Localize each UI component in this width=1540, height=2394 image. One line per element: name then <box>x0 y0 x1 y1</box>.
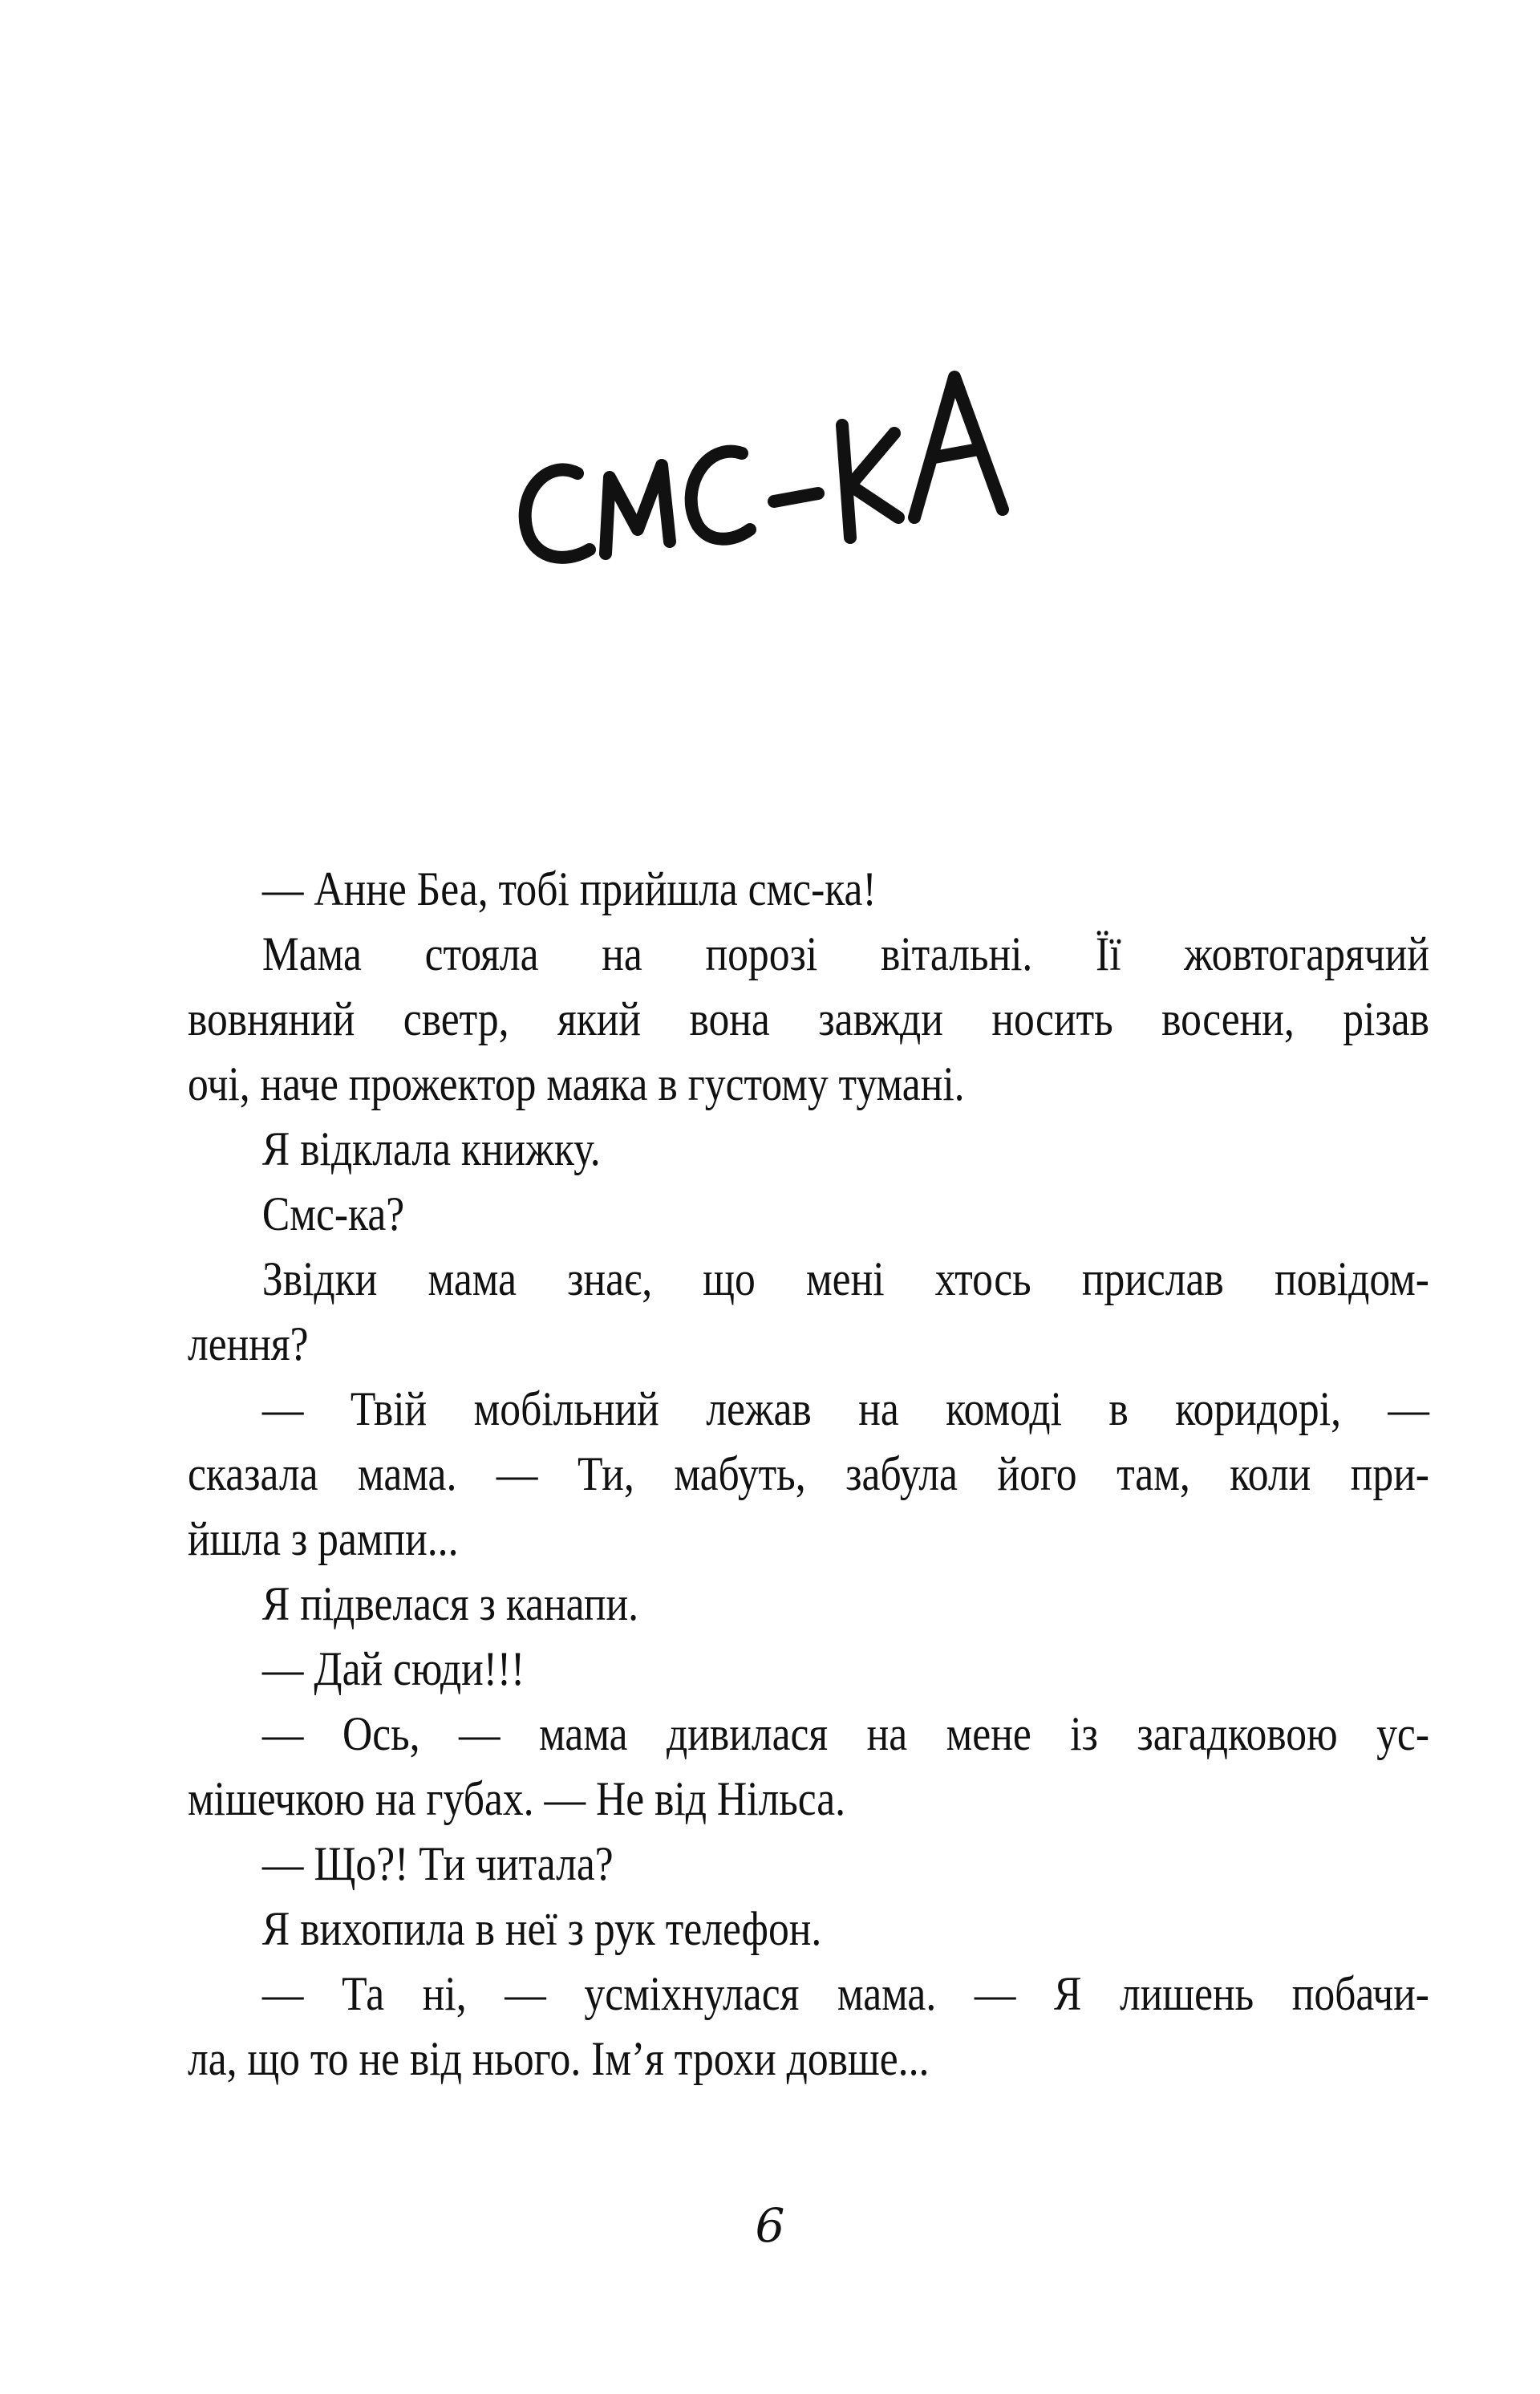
chapter-title <box>497 327 1155 578</box>
text-line: мішечкою на губах. — Не від Нільса. <box>188 1772 846 1825</box>
text-line: Я вихопила в неї з рук телефон. <box>261 1902 822 1955</box>
chapter-title-art <box>497 327 1155 578</box>
text-line: — Твій мобільний лежав на комоді в коридорі, — <box>261 1382 1429 1435</box>
chapter-title-text: СМС-КА <box>497 327 549 340</box>
text-line: йшла з рампи... <box>188 1512 459 1565</box>
text-line: лення? <box>188 1317 309 1370</box>
page-number: 6 <box>755 2198 785 2253</box>
text-line: ла, що то не від нього. Ім’я трохи довше... <box>188 2032 930 2085</box>
text-line: Мама стояла на порозі вітальні. Її жовтогарячий <box>261 927 1429 980</box>
text-line: Я відклала книжку. <box>261 1122 601 1175</box>
text-line: Смс-ка? <box>261 1187 405 1240</box>
text-line: Я підвелася з канапи. <box>261 1577 638 1630</box>
text-line: вовняний светр, який вона завжди носить восени, різав <box>188 992 1429 1045</box>
text-line: очі, наче прожектор маяка в густому тумані. <box>188 1057 965 1110</box>
chapter-body <box>188 857 1429 2092</box>
text-line: — Дай сюди!!! <box>261 1642 525 1695</box>
text-line: — Що?! Ти читала? <box>261 1837 614 1890</box>
text-line: — Анне Беа, тобі прийшла смс-ка! <box>261 862 877 915</box>
text-line: — Ось, — мама дивилася на мене із загадковою ус- <box>261 1707 1429 1760</box>
text-line: — Та ні, — усміхнулася мама. — Я лишень побачи- <box>261 1967 1429 2020</box>
text-line: Звідки мама знає, що мені хтось прислав повідом- <box>261 1252 1429 1305</box>
text-line: сказала мама. — Ти, мабуть, забула його там, коли при- <box>188 1447 1429 1500</box>
